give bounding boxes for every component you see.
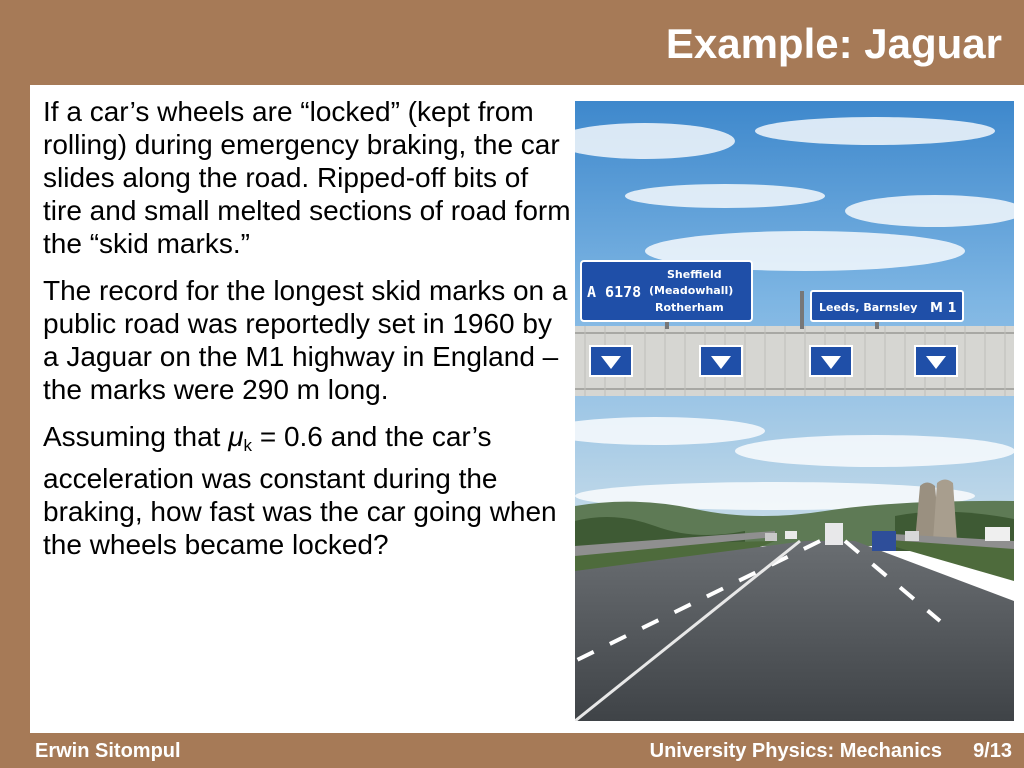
sign-destination-2: (Meadowhall) <box>649 284 734 297</box>
mu-symbol: μ <box>228 421 244 452</box>
mu-subscript: k <box>243 436 253 455</box>
footer-course: University Physics: Mechanics <box>649 740 942 762</box>
slide-title: Example: Jaguar <box>665 20 1002 67</box>
paragraph-1: If a car’s wheels are “locked” (kept from rolling) during emergency braking, the car slides along the road. Ripped-off bits of tire and small melted sections of road form the “skid marks.” <box>43 96 571 259</box>
paragraph-3-start: Assuming that <box>43 421 229 452</box>
content-panel <box>30 85 1024 733</box>
sign-destination-3: Rotherham <box>655 301 724 314</box>
page-number: 9/13 <box>973 740 1012 762</box>
paragraph-3-end: = 0.6 and the car’s acceleration was constant during the braking, how fast was the car going when the wheels became locked? <box>43 421 557 560</box>
sign-destination-1: Sheffield <box>667 268 722 281</box>
sign-right-road: M 1 <box>930 301 957 316</box>
overhead-sign-left <box>581 261 752 321</box>
highway-scene-illustration <box>575 101 1014 721</box>
footer-bar <box>0 737 1024 768</box>
sign-road-number: A 6178 <box>587 283 642 301</box>
paragraph-3 <box>43 420 573 561</box>
paragraph-2: The record for the longest skid marks on a public road was reportedly set in 1960 by a Jaguar on the M1 highway in England – the marks were 290 m long. <box>43 275 568 405</box>
highway-photo <box>575 101 1014 721</box>
footer-author: Erwin Sitompul <box>35 740 181 762</box>
text-column <box>43 95 573 575</box>
overhead-sign-right <box>811 291 963 321</box>
sign-right-destination: Leeds, Barnsley <box>819 301 918 314</box>
